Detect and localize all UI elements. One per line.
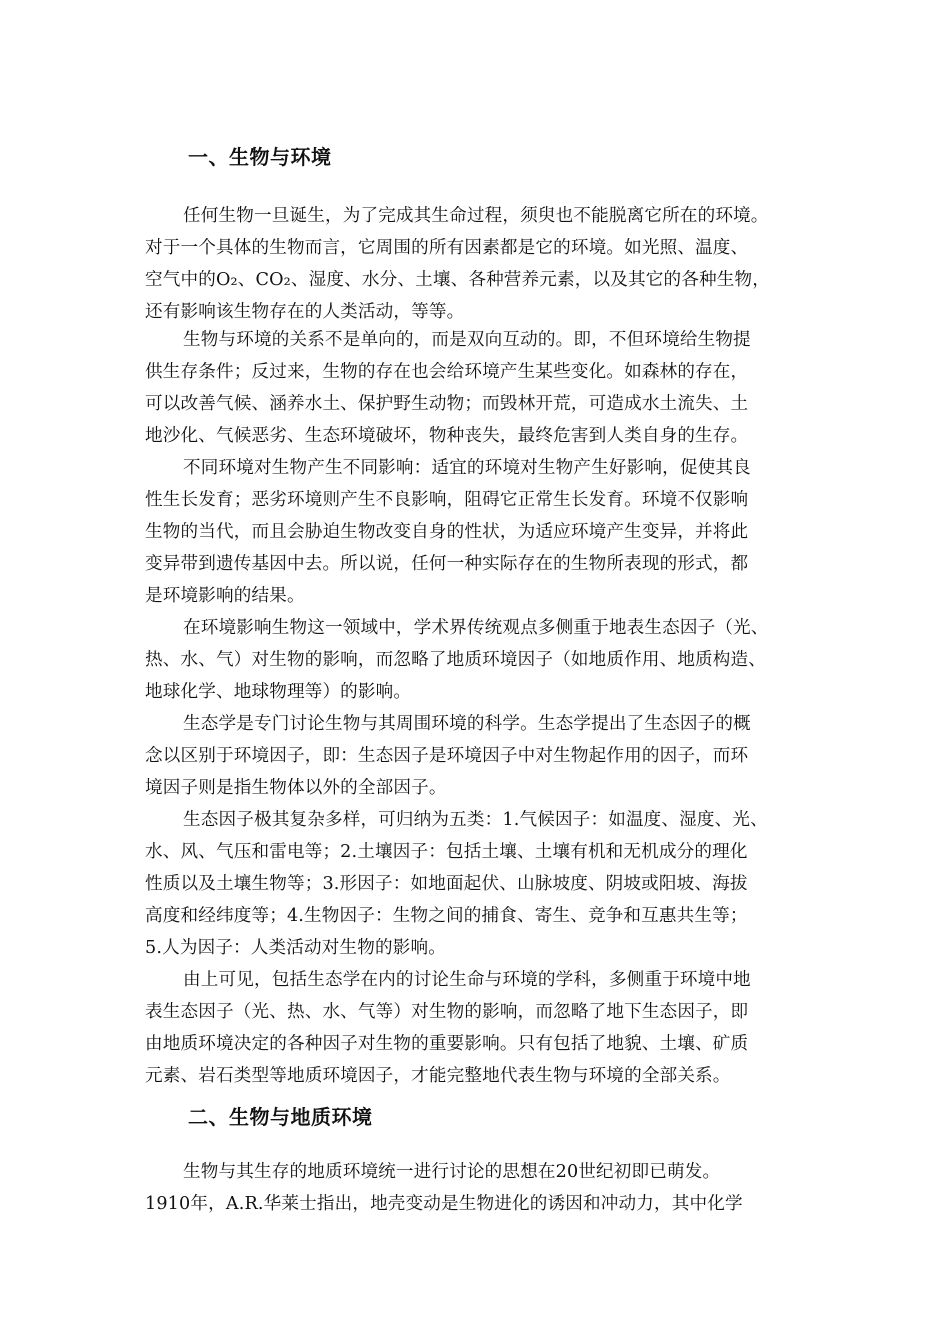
paragraph-5	[145, 708, 817, 804]
text-line: 可以改善气候、涵养水土、保护野生动物；而毁林开荒，可造成水土流失、土	[145, 394, 749, 414]
text-line: 是环境影响的结果。	[145, 586, 305, 606]
paragraph-2	[145, 324, 817, 452]
text-line: 热、水、气）对生物的影响，而忽略了地质环境因子（如地质作用、地质构造、	[145, 650, 767, 670]
text-line: 5.人为因子：人类活动对生物的影响。	[145, 938, 446, 958]
text-line: 变异带到遗传基因中去。所以说，任何一种实际存在的生物所表现的形式，都	[145, 554, 749, 574]
text-line: 任何生物一旦诞生，为了完成其生命过程，须臾也不能脱离它所在的环境。	[183, 206, 769, 226]
text-line: 地沙化、气候恶劣、生态环境破坏，物种丧失，最终危害到人类自身的生存。	[145, 426, 749, 446]
text-line: 空气中的O₂、CO₂、湿度、水分、土壤、各种营养元素，以及其它的各种生物，	[145, 270, 770, 290]
text-line: 元素、岩石类型等地质环境因子，才能完整地代表生物与环境的全部关系。	[145, 1066, 731, 1086]
section-heading-2: 二、生物与地质环境	[188, 1105, 373, 1129]
text-line: 地球化学、地球物理等）的影响。	[145, 682, 412, 702]
text-line: 表生态因子（光、热、水、气等）对生物的影响，而忽略了地下生态因子，即	[145, 1002, 749, 1022]
text-line: 境因子则是指生物体以外的全部因子。	[145, 778, 447, 798]
text-line: 生态因子极其复杂多样，可归纳为五类：1.气候因子：如温度、湿度、光、	[183, 810, 768, 830]
text-line: 高度和经纬度等；4.生物因子：生物之间的捕食、寄生、竞争和互惠共生等；	[145, 906, 748, 926]
text-line: 对于一个具体的生物而言，它周围的所有因素都是它的环境。如光照、温度、	[145, 238, 749, 258]
text-line: 由地质环境决定的各种因子对生物的重要影响。只有包括了地貌、土壤、矿质	[145, 1034, 749, 1054]
text-line: 生物与其生存的地质环境统一进行讨论的思想在20世纪初即已萌发。	[183, 1162, 721, 1182]
section-heading-1: 一、生物与环境	[188, 145, 332, 169]
paragraph-3	[145, 452, 817, 612]
paragraph-8	[145, 1156, 817, 1220]
text-line: 性质以及土壤生物等；3.形因子：如地面起伏、山脉坡度、阴坡或阳坡、海拔	[145, 874, 748, 894]
text-line: 1910年，A.R.华莱士指出，地壳变动是生物进化的诱因和冲动力，其中化学	[145, 1194, 743, 1214]
text-line: 生态学是专门讨论生物与其周围环境的科学。生态学提出了生态因子的概	[183, 714, 751, 734]
text-line: 不同环境对生物产生不同影响：适宜的环境对生物产生好影响，促使其良	[183, 458, 751, 478]
text-line: 生物的当代，而且会胁迫生物改变自身的性状，为适应环境产生变异，并将此	[145, 522, 749, 542]
paragraph-4	[145, 612, 817, 708]
paragraph-7	[145, 964, 817, 1092]
text-line: 生物与环境的关系不是单向的，而是双向互动的。即，不但环境给生物提	[183, 330, 751, 350]
text-line: 念以区别于环境因子，即：生态因子是环境因子中对生物起作用的因子，而环	[145, 746, 749, 766]
text-line: 由上可见，包括生态学在内的讨论生命与环境的学科，多侧重于环境中地	[183, 970, 751, 990]
paragraph-1	[145, 200, 817, 328]
text-line: 性生长发育；恶劣环境则产生不良影响，阻碍它正常生长发育。环境不仅影响	[145, 490, 749, 510]
text-line: 还有影响该生物存在的人类活动，等等。	[145, 302, 465, 322]
text-line: 水、风、气压和雷电等；2.土壤因子：包括土壤、土壤有机和无机成分的理化	[145, 842, 748, 862]
paragraph-6	[145, 804, 817, 964]
text-line: 供生存条件；反过来，生物的存在也会给环境产生某些变化。如森林的存在，	[145, 362, 749, 382]
text-line: 在环境影响生物这一领域中，学术界传统观点多侧重于地表生态因子（光、	[183, 618, 769, 638]
